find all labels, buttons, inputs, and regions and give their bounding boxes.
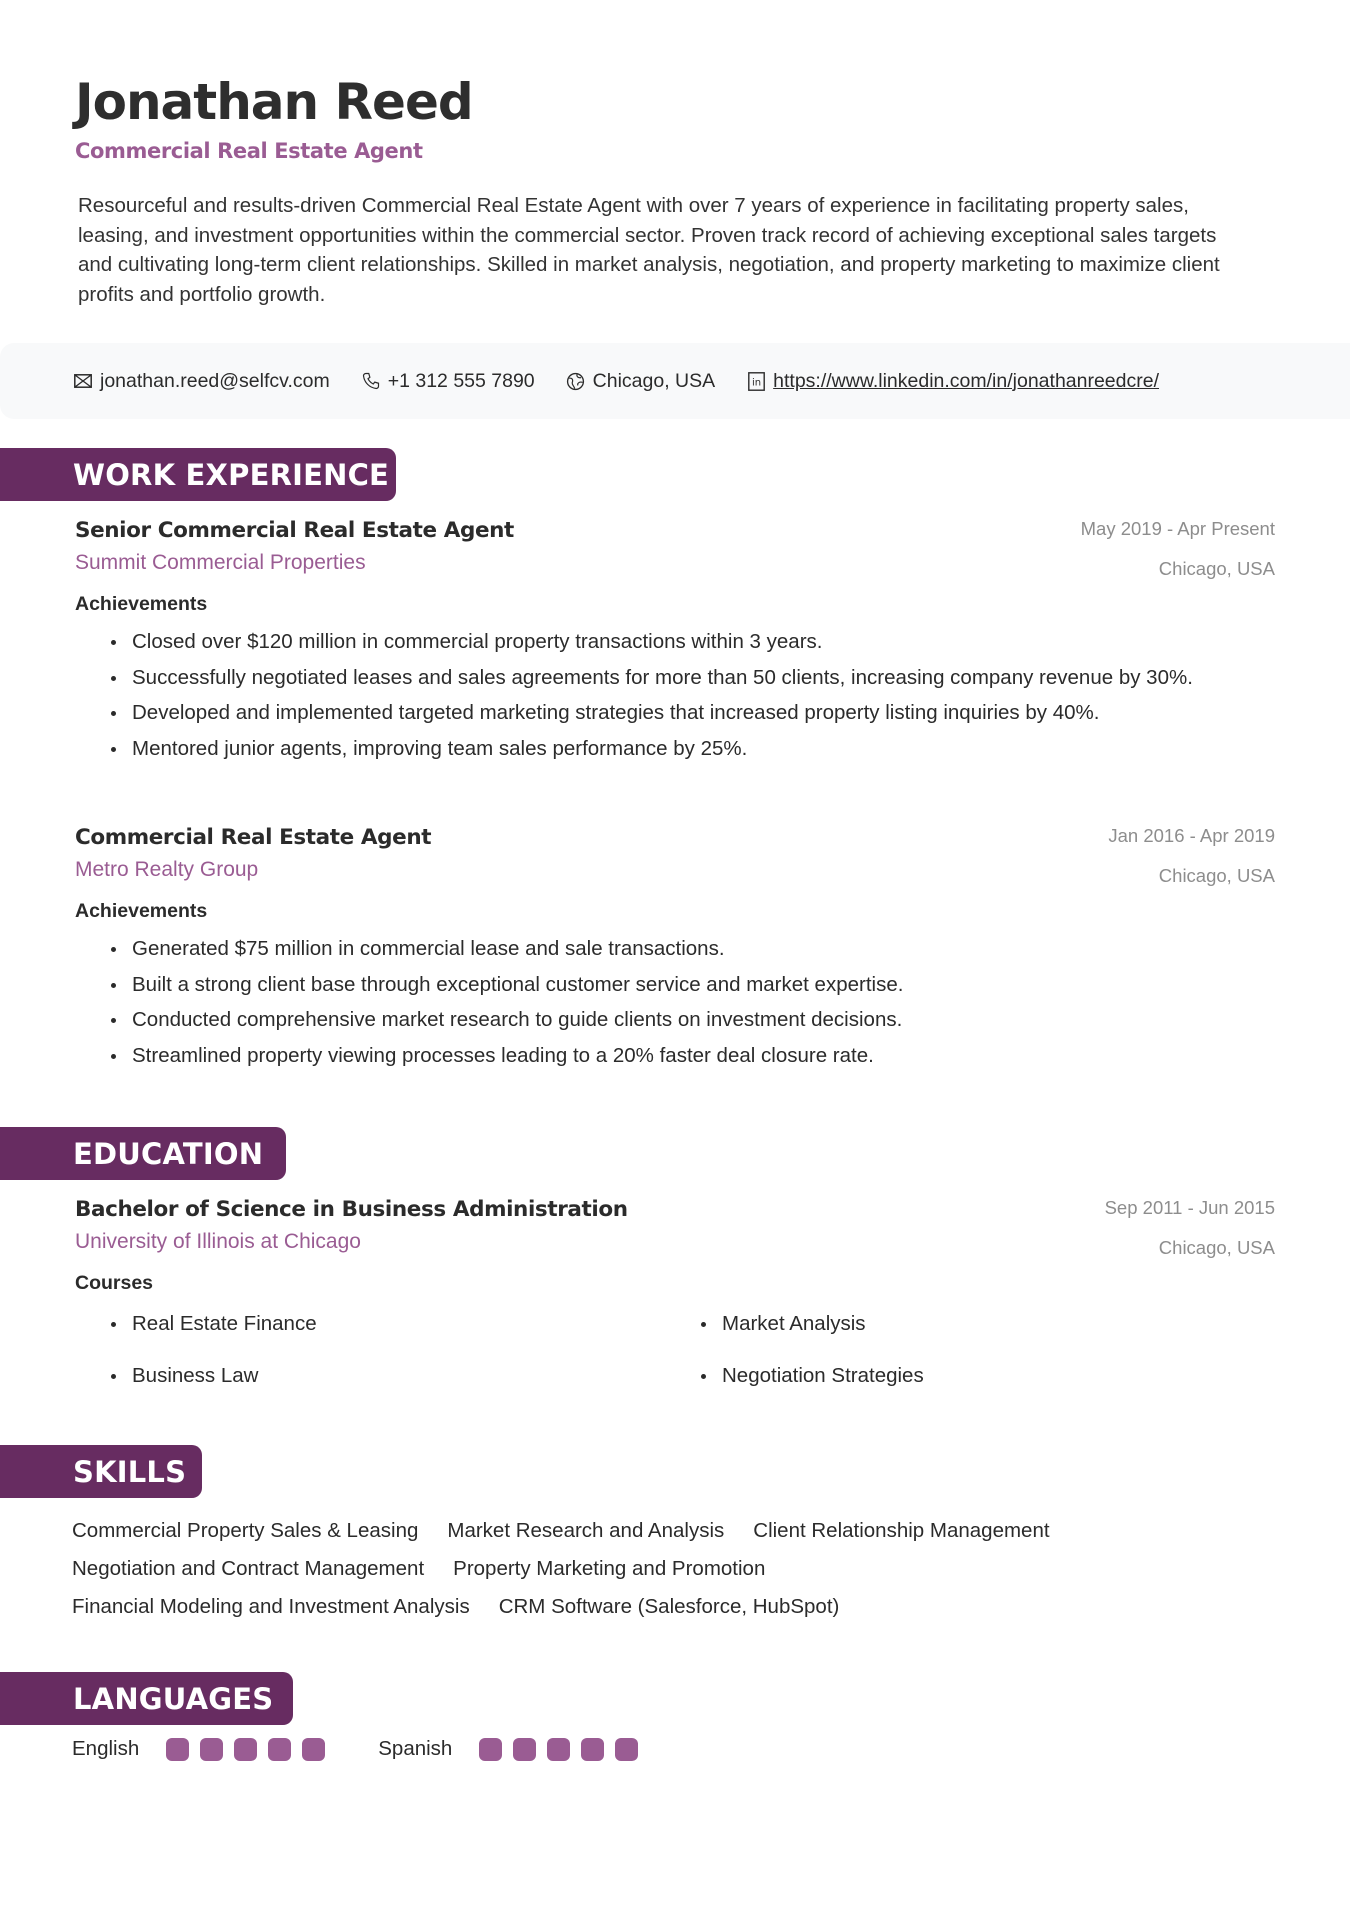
achievements-list bbox=[75, 934, 1275, 1070]
proficiency-dot bbox=[166, 1738, 189, 1761]
section-header-skills: SKILLS bbox=[0, 1445, 202, 1498]
globe-icon bbox=[566, 371, 586, 391]
proficiency-dot bbox=[615, 1738, 638, 1761]
email-text: jonathan.reed@selfcv.com bbox=[100, 369, 330, 392]
list-item: Built a strong client base through exceptional customer service and market expertise. bbox=[132, 970, 1275, 1000]
achievements-label: Achievements bbox=[75, 900, 208, 922]
job-location: Chicago, USA bbox=[1158, 865, 1275, 886]
list-item: Developed and implemented targeted marketing strategies that increased property listing inquiries by 40%. bbox=[132, 698, 1275, 728]
phone-icon bbox=[361, 371, 381, 391]
course-item: Market Analysis bbox=[722, 1309, 1312, 1339]
education-entry bbox=[75, 1197, 1275, 1391]
proficiency-dot bbox=[479, 1738, 502, 1761]
location-text: Chicago, USA bbox=[592, 369, 716, 392]
achievements-label: Achievements bbox=[75, 593, 208, 615]
skill-row bbox=[72, 1512, 1272, 1550]
language-item bbox=[378, 1737, 649, 1761]
contact-linkedin[interactable] bbox=[746, 370, 1159, 393]
proficiency-dot bbox=[547, 1738, 570, 1761]
skill-item: Property Marketing and Promotion bbox=[453, 1557, 766, 1580]
course-item: Real Estate Finance bbox=[132, 1309, 722, 1339]
skill-item: Negotiation and Contract Management bbox=[72, 1557, 425, 1580]
proficiency-dot bbox=[513, 1738, 536, 1761]
list-item: Generated $75 million in commercial lease and sale transactions. bbox=[132, 934, 1275, 964]
degree-title: Bachelor of Science in Business Administration bbox=[75, 1197, 628, 1222]
proficiency-dot bbox=[302, 1738, 325, 1761]
skills-list bbox=[72, 1512, 1272, 1626]
education-location: Chicago, USA bbox=[1158, 1237, 1275, 1258]
list-item: Conducted comprehensive market research to guide clients on investment decisions. bbox=[132, 1005, 1275, 1035]
contact-bar bbox=[0, 343, 1350, 419]
skill-row bbox=[72, 1588, 1272, 1626]
work-entry bbox=[75, 825, 1275, 1076]
proficiency-dot bbox=[581, 1738, 604, 1761]
courses-label: Courses bbox=[75, 1272, 154, 1294]
contact-email[interactable] bbox=[73, 370, 330, 393]
section-header-work-experience: WORK EXPERIENCE bbox=[0, 448, 396, 501]
language-name: English bbox=[72, 1737, 140, 1760]
course-item: Business Law bbox=[132, 1361, 722, 1391]
contact-location bbox=[566, 370, 715, 393]
skill-item: Market Research and Analysis bbox=[447, 1519, 725, 1542]
proficiency-rating bbox=[479, 1738, 649, 1761]
school-name: University of Illinois at Chicago bbox=[75, 1230, 361, 1253]
job-location: Chicago, USA bbox=[1158, 558, 1275, 579]
courses-list bbox=[75, 1309, 1275, 1391]
summary-paragraph: Resourceful and results-driven Commercial Real Estate Agent with over 7 years of experience in facilitating property sales, leasing, and investment opportunities within the commercial sector. Proven track record of achieving exceptional sales targets and cultivating long-term client relationships. Skilled in market analysis, negotiation, and property marketing to maximize client profits and portfolio growth. bbox=[78, 194, 1220, 306]
proficiency-dot bbox=[268, 1738, 291, 1761]
skill-item: CRM Software (Salesforce, HubSpot) bbox=[498, 1595, 840, 1618]
job-title: Senior Commercial Real Estate Agent bbox=[75, 518, 514, 543]
course-item: Negotiation Strategies bbox=[722, 1361, 1312, 1391]
skill-item: Commercial Property Sales & Leasing bbox=[72, 1519, 419, 1542]
job-title: Commercial Real Estate Agent bbox=[75, 825, 432, 850]
linkedin-link[interactable]: https://www.linkedin.com/in/jonathanreedcre/ bbox=[773, 369, 1160, 392]
list-item: Streamlined property viewing processes leading to a 20% faster deal closure rate. bbox=[132, 1041, 1275, 1071]
list-item: Mentored junior agents, improving team sales performance by 25%. bbox=[132, 734, 1275, 764]
list-item: Closed over $120 million in commercial property transactions within 3 years. bbox=[132, 627, 1275, 657]
company-name: Metro Realty Group bbox=[75, 858, 259, 881]
candidate-role: Commercial Real Estate Agent bbox=[75, 139, 423, 163]
resume-header bbox=[75, 72, 1275, 163]
envelope-icon bbox=[73, 371, 93, 391]
job-dates: May 2019 - Apr Present bbox=[1080, 518, 1275, 539]
linkedin-icon bbox=[746, 371, 766, 391]
language-item bbox=[72, 1737, 336, 1761]
phone-text: +1 312 555 7890 bbox=[387, 369, 535, 392]
job-dates: Jan 2016 - Apr 2019 bbox=[1108, 825, 1275, 846]
skill-row bbox=[72, 1550, 1272, 1588]
company-name: Summit Commercial Properties bbox=[75, 551, 366, 574]
skill-item: Client Relationship Management bbox=[753, 1519, 1050, 1542]
proficiency-dot bbox=[234, 1738, 257, 1761]
list-item: Successfully negotiated leases and sales agreements for more than 50 clients, increasing company revenue by 30%. bbox=[132, 663, 1275, 693]
contact-phone[interactable] bbox=[361, 370, 535, 393]
section-header-education: EDUCATION bbox=[0, 1127, 286, 1180]
proficiency-dot bbox=[200, 1738, 223, 1761]
proficiency-rating bbox=[166, 1738, 336, 1761]
section-header-languages: LANGUAGES bbox=[0, 1672, 293, 1725]
work-entry bbox=[75, 518, 1275, 769]
skill-item: Financial Modeling and Investment Analysis bbox=[72, 1595, 470, 1618]
language-name: Spanish bbox=[378, 1737, 453, 1760]
candidate-name: Jonathan Reed bbox=[75, 73, 473, 131]
education-dates: Sep 2011 - Jun 2015 bbox=[1104, 1197, 1275, 1218]
svg-text:in: in bbox=[751, 377, 761, 388]
languages-list bbox=[72, 1737, 691, 1761]
achievements-list bbox=[75, 627, 1275, 763]
